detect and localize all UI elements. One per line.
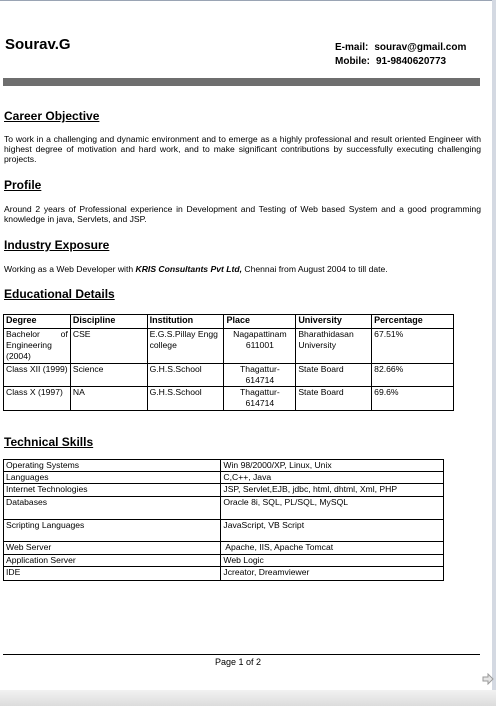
- email-line: [335, 42, 466, 53]
- education-header-row: [4, 315, 454, 329]
- candidate-name: Sourav.G: [5, 36, 71, 53]
- degree-cell: Bachelor of Engineering (2004): [4, 329, 71, 364]
- profile-text: Around 2 years of Professional experience in Development and Testing of Web based System and a good programming knowledge in java, Servlets, and JSP.: [4, 204, 481, 224]
- table-row: [4, 460, 444, 472]
- skill-category: Application Server: [4, 555, 221, 567]
- place-cell: Thagattur-614714: [224, 364, 296, 387]
- discipline-cell: CSE: [70, 329, 147, 364]
- page-edge: [492, 0, 496, 706]
- skill-values: JSP, Servlet,EJB, jdbc, html, dhtml, Xml, PHP: [221, 484, 444, 497]
- company-name: KRIS Consultants Pvt Ltd,: [135, 264, 242, 274]
- technical-skills-table: [3, 459, 444, 581]
- skill-category: Databases: [4, 497, 221, 520]
- career-objective-text: To work in a challenging and dynamic environment and to emerge as a highly professional and result oriented Engineer with highest degree of motivation and hard work, and to make significant contributions by successfully executing challenging projects.: [4, 134, 481, 164]
- skill-category: IDE: [4, 567, 221, 581]
- table-row: [4, 472, 444, 484]
- column-header: Degree: [4, 315, 71, 329]
- percentage-cell: 82.66%: [372, 364, 454, 387]
- skill-category: Operating Systems: [4, 460, 221, 472]
- column-header: University: [296, 315, 372, 329]
- discipline-cell: Science: [70, 364, 147, 387]
- email-label: E-mail:: [335, 42, 369, 53]
- table-row: [4, 567, 444, 581]
- percentage-cell: 69.6%: [372, 387, 454, 411]
- skill-category: Internet Technologies: [4, 484, 221, 497]
- skill-category: Web Server: [4, 542, 221, 555]
- industry-exposure-text: [4, 264, 481, 274]
- footer-divider: [3, 654, 480, 655]
- table-row: [4, 364, 454, 387]
- header-divider: [3, 78, 480, 86]
- industry-prefix: Working as a Web Developer with: [4, 264, 136, 274]
- table-row: [4, 497, 444, 520]
- degree-cell: Class XII (1999): [4, 364, 71, 387]
- mobile-line: [335, 56, 446, 67]
- educational-details-heading: Educational Details: [4, 287, 115, 301]
- institution-cell: E.G.S.Pillay Engg college: [147, 329, 224, 364]
- column-header: Discipline: [70, 315, 147, 329]
- viewer-bottom-bar: [0, 690, 496, 706]
- place-cell: Nagapattinam 611001: [224, 329, 296, 364]
- table-row: [4, 555, 444, 567]
- institution-cell: G.H.S.School: [147, 387, 224, 411]
- skill-values: Win 98/2000/XP, Linux, Unix: [221, 460, 444, 472]
- table-row: [4, 484, 444, 497]
- skill-category: Scripting Languages: [4, 520, 221, 542]
- place-cell: Thagattur-614714: [224, 387, 296, 411]
- technical-skills-heading: Technical Skills: [4, 435, 94, 449]
- skill-values: Oracle 8i, SQL, PL/SQL, MySQL: [221, 497, 444, 520]
- mobile-value: 91-9840620773: [376, 56, 447, 67]
- career-objective-heading: Career Objective: [4, 109, 100, 123]
- profile-heading: Profile: [4, 178, 42, 192]
- column-header: Percentage: [372, 315, 454, 329]
- university-cell: State Board: [296, 387, 372, 411]
- industry-exposure-heading: Industry Exposure: [4, 238, 110, 252]
- skill-category: Languages: [4, 472, 221, 484]
- table-row: [4, 387, 454, 411]
- table-row: [4, 520, 444, 542]
- institution-cell: G.H.S.School: [147, 364, 224, 387]
- skill-values: JavaScript, VB Script: [221, 520, 444, 542]
- university-cell: Bharathidasan University: [296, 329, 372, 364]
- email-value[interactable]: sourav@gmail.com: [374, 42, 467, 53]
- column-header: Place: [224, 315, 296, 329]
- percentage-cell: 67.51%: [372, 329, 454, 364]
- skill-values: C,C++, Java: [221, 472, 444, 484]
- column-header: Institution: [147, 315, 224, 329]
- page-number: Page 1 of 2: [215, 657, 262, 667]
- table-row: [4, 542, 444, 555]
- discipline-cell: NA: [70, 387, 147, 411]
- university-cell: State Board: [296, 364, 372, 387]
- top-border: [0, 0, 492, 4]
- skill-values: Jcreator, Dreamviewer: [221, 567, 444, 581]
- education-table: [3, 314, 454, 411]
- next-page-arrow-icon[interactable]: [482, 673, 494, 687]
- mobile-label: Mobile:: [335, 56, 370, 67]
- table-row: [4, 329, 454, 364]
- degree-cell: Class X (1997): [4, 387, 71, 411]
- skill-values: Apache, IIS, Apache Tomcat: [221, 542, 444, 555]
- industry-suffix: Chennai from August 2004 to till date.: [242, 264, 388, 274]
- skill-values: Web Logic: [221, 555, 444, 567]
